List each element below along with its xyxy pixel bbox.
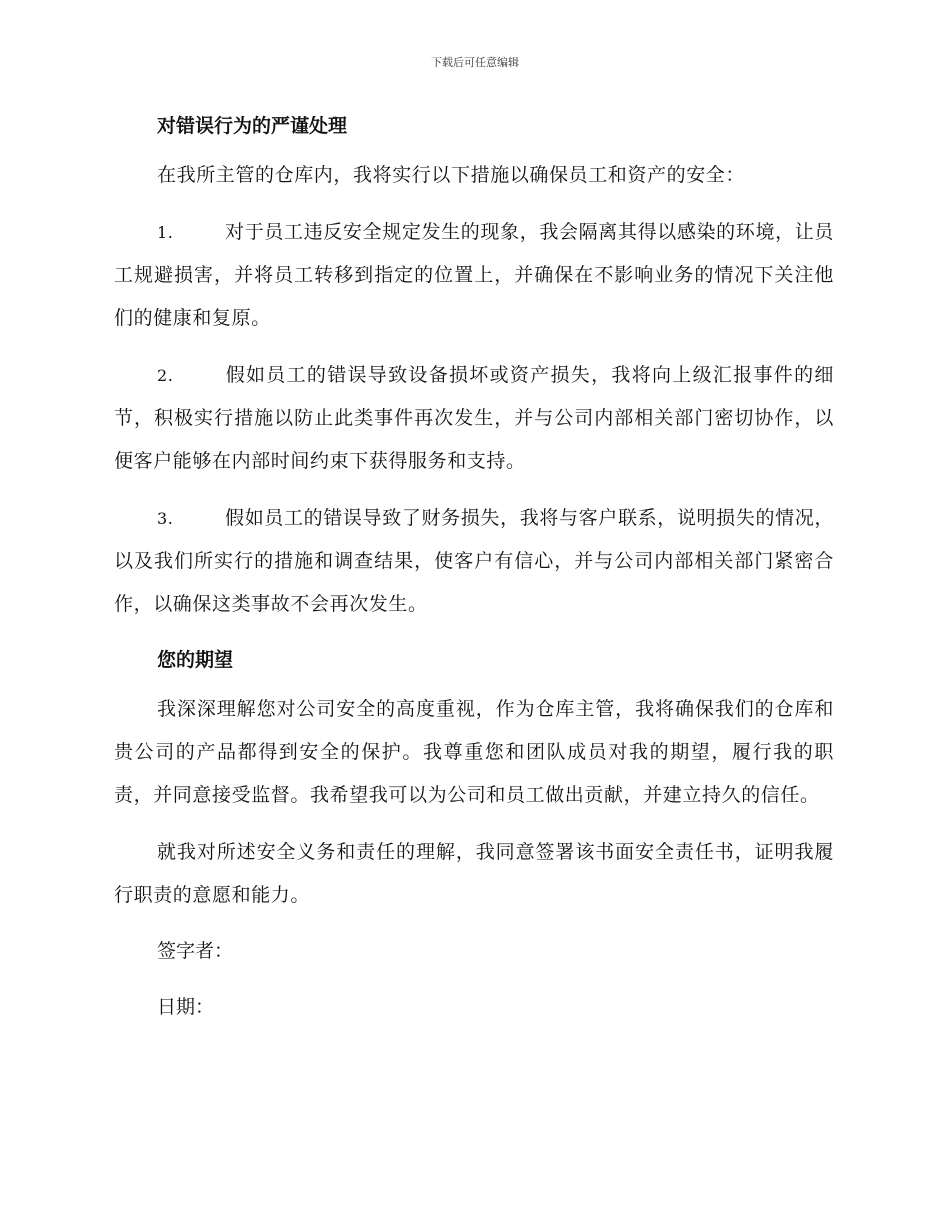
list-item-text: 假如员工的错误导致设备损坏或资产损失，我将向上级汇报事件的细节，积极实行措施以防止此类事件再次发生，并与公司内部相关部门密切协作，以便客户能够在内部时间约束下获得服务和支持。 [114,364,834,472]
signer-label: 签字者： [157,940,234,962]
list-item [114,497,834,626]
list-item-number: 1. [157,223,174,242]
agreement-paragraph: 就我对所述安全义务和责任的理解，我同意签署该书面安全责任书，证明我履行职责的意愿和能力。 [114,841,834,906]
section-title-expectation: 您的期望 [157,649,234,671]
list-item [114,354,834,483]
section-title-error-handling: 对错误行为的严谨处理 [157,115,348,137]
list-item-text: 对于员工违反安全规定发生的现象，我会隔离其得以感染的环境，让员工规避损害，并将员工转移到指定的位置上，并确保在不影响业务的情况下关注他们的健康和复原。 [114,221,834,329]
expectation-paragraph: 我深深理解您对公司安全的高度重视，作为仓库主管，我将确保我们的仓库和贵公司的产品都得到安全的保护。我尊重您和团队成员对我的期望，履行我的职责，并同意接受监督。我希望我可以为公司和员工做出贡献，并建立持久的信任。 [114,698,834,806]
page-header: 下载后可任意编辑 [431,56,519,69]
document-body [114,112,834,1021]
intro-paragraph: 在我所主管的仓库内，我将实行以下措施以确保员工和资产的安全： [157,164,746,186]
list-item-number: 3. [157,509,174,528]
list-item-number: 2. [157,366,174,385]
list-item-text: 假如员工的错误导致了财务损失，我将与客户联系，说明损失的情况，以及我们所实行的措施和调查结果，使客户有信心，并与公司内部相关部门紧密合作，以确保这类事故不会再次发生。 [114,507,834,615]
list-item [114,211,834,340]
date-label: 日期： [157,996,215,1018]
